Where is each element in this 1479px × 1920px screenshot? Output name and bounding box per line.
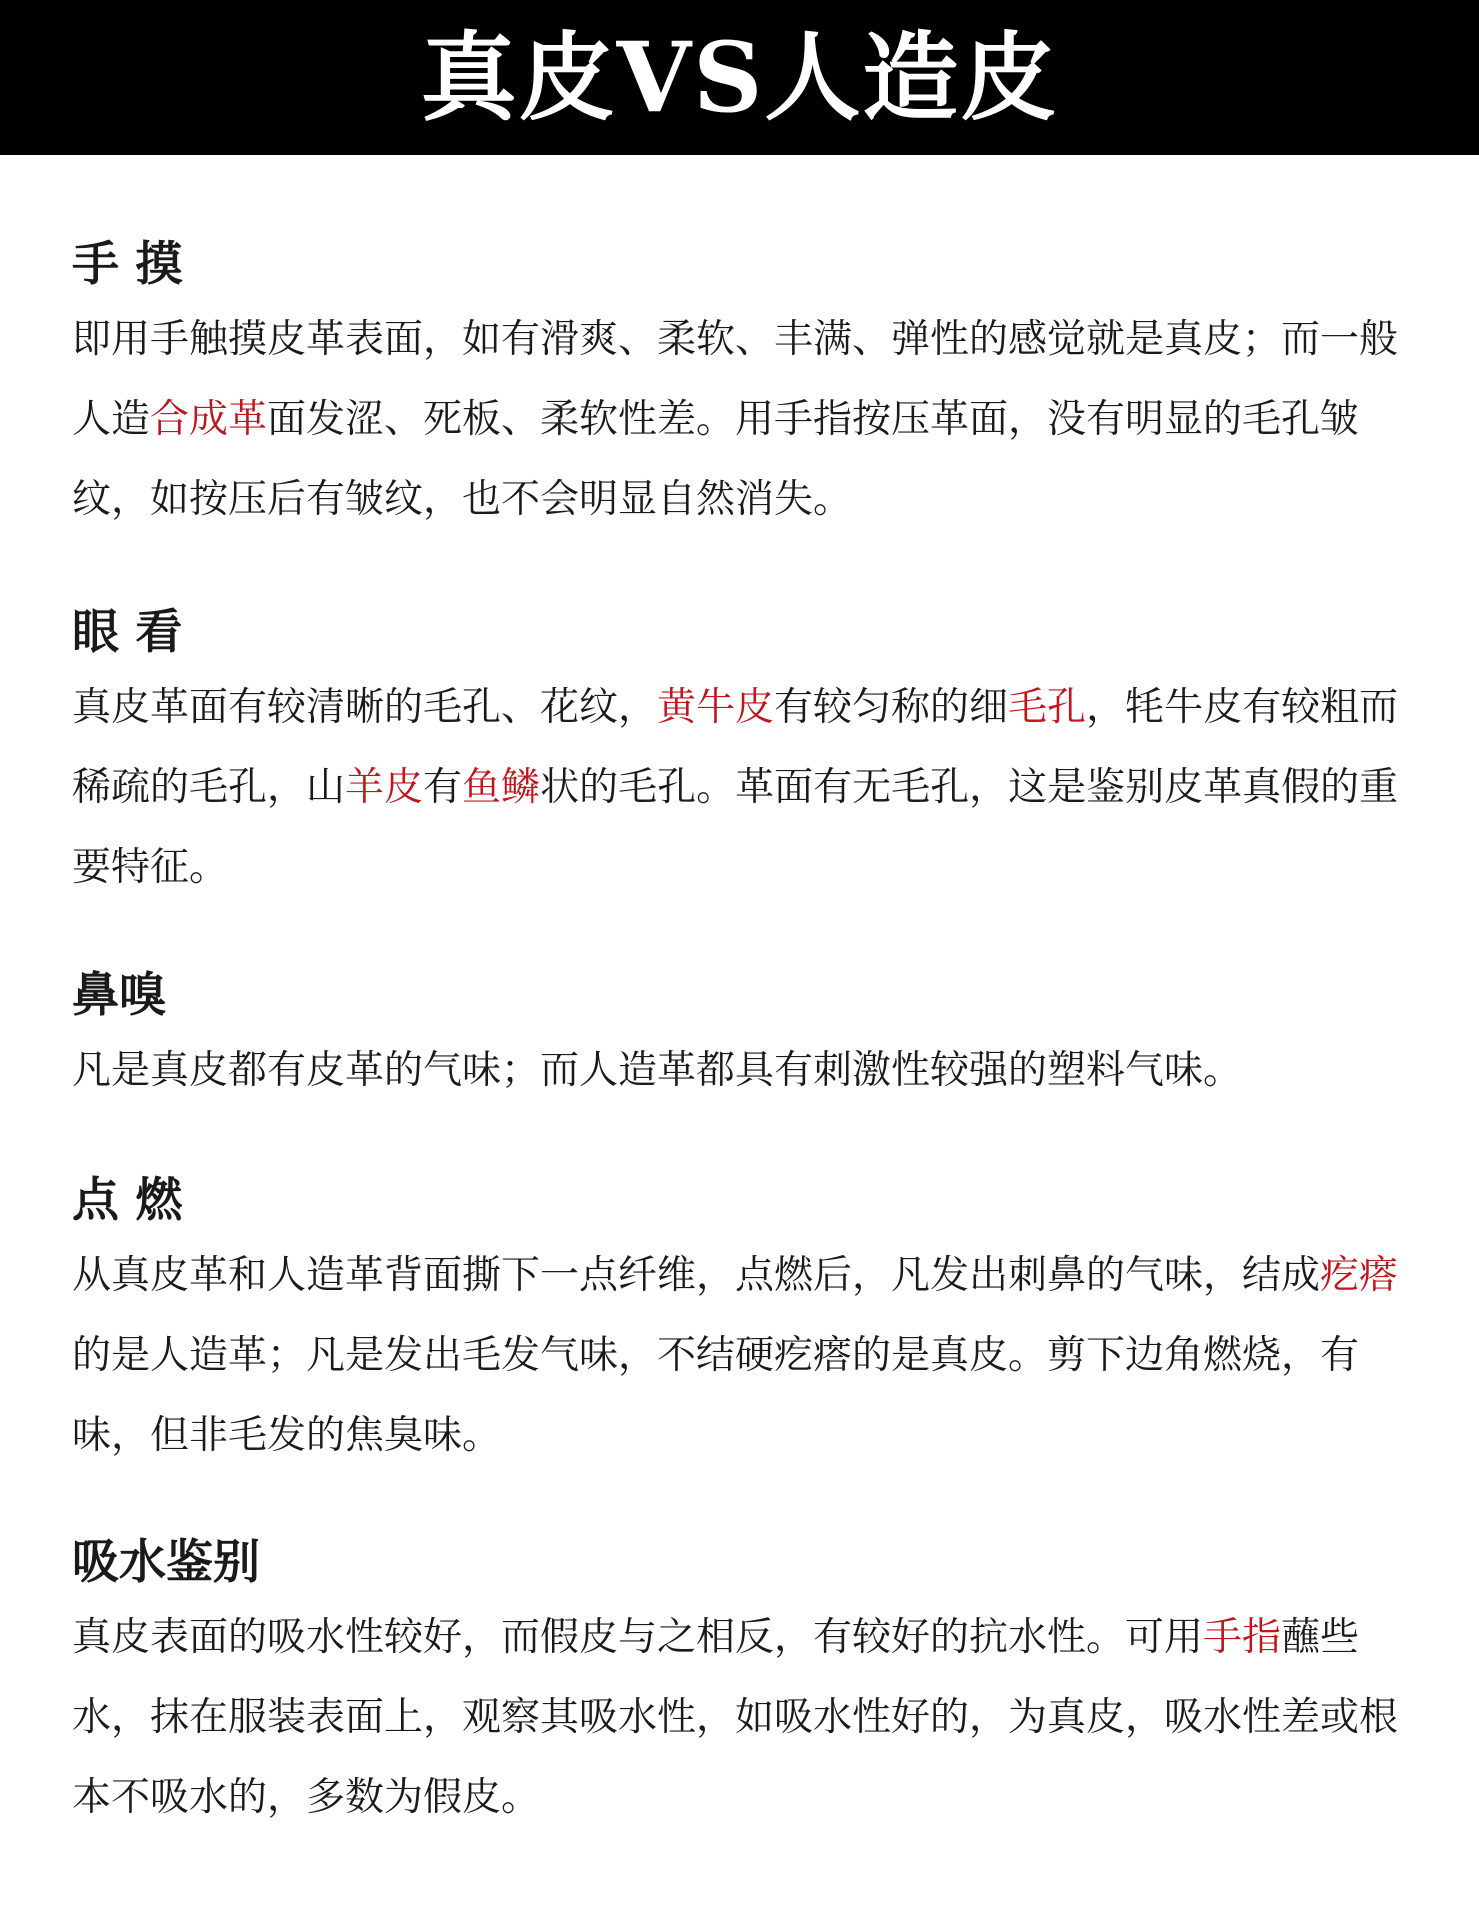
- section-smell: [72, 961, 1412, 1166]
- text-run: 凡是真皮都有皮革的气味；而人造革都具有刺激性较强的塑料气味。: [72, 1048, 1243, 1093]
- text-run: 蘸些水，抹在服装表面上，观察其吸水性，如吸水性好的，为真皮，吸水性差或根本不吸水的，多数为假皮。: [72, 1615, 1399, 1820]
- section-heading: 点 燃: [72, 1173, 183, 1228]
- text-run: 有较匀称的细: [774, 685, 1009, 730]
- highlight-text: 黄牛皮: [657, 685, 775, 730]
- section-paragraph: [72, 668, 1412, 908]
- section-paragraph: [72, 1236, 1412, 1476]
- highlight-text: 合成革: [150, 397, 268, 442]
- text-run: 的是人造革；凡是发出毛发气味，不结硬疙瘩的是真皮。剪下边角燃烧，有味，但非毛发的焦臭味。: [72, 1333, 1360, 1458]
- page-title: 真皮VS人造皮: [420, 21, 1059, 134]
- section-paragraph: [72, 300, 1412, 540]
- highlight-text: 羊皮: [345, 765, 424, 810]
- section-heading: 眼 看: [72, 605, 183, 660]
- text-run: 即用手触摸皮革表面，如有滑爽、柔软、丰满、弹性的感觉就是真皮；而一般人造: [72, 317, 1399, 442]
- highlight-text: 鱼鳞: [462, 765, 541, 810]
- section-heading: 手 摸: [72, 237, 183, 292]
- article-body: [72, 230, 1412, 1838]
- highlight-text: 手指: [1203, 1615, 1282, 1660]
- text-run: 真皮革面有较清晰的毛孔、花纹，: [72, 685, 658, 730]
- section-heading: 鼻嗅: [72, 968, 166, 1023]
- text-run: 状的毛孔。革面有无毛孔，这是鉴别皮革真假的重要特征。: [72, 765, 1399, 890]
- section-look: [72, 598, 1412, 961]
- section-touch: [72, 230, 1412, 598]
- text-run: ，牦牛皮有较粗而稀疏的毛孔，山: [72, 685, 1399, 810]
- title-banner: [0, 0, 1479, 155]
- text-run: 面发涩、死板、柔软性差。用手指按压革面，没有明显的毛孔皱纹，如按压后有皱纹，也不会明显自然消失。: [72, 397, 1360, 522]
- section-burn: [72, 1166, 1412, 1528]
- highlight-text: 疙瘩: [1320, 1253, 1399, 1298]
- text-run: 有: [423, 765, 463, 810]
- section-water-absorption: [72, 1528, 1412, 1838]
- highlight-text: 毛孔: [1008, 685, 1087, 730]
- section-paragraph: [72, 1031, 1412, 1111]
- section-paragraph: [72, 1598, 1412, 1838]
- section-heading: 吸水鉴别: [72, 1535, 260, 1590]
- text-run: 真皮表面的吸水性较好，而假皮与之相反，有较好的抗水性。可用: [72, 1615, 1204, 1660]
- text-run: 从真皮革和人造革背面撕下一点纤维，点燃后，凡发出刺鼻的气味，结成: [72, 1253, 1321, 1298]
